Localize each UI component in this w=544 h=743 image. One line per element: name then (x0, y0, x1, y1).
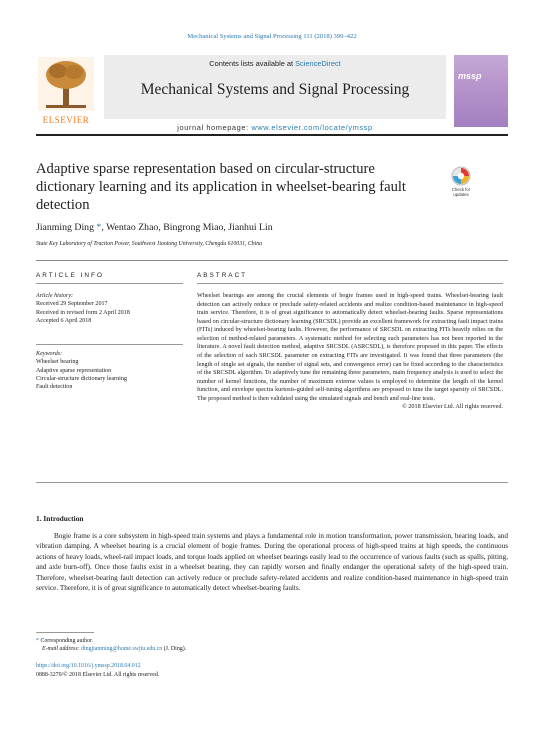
keywords (36, 350, 183, 391)
journal-masthead (36, 55, 508, 131)
author-name[interactable]: Bingrong Miao (163, 222, 224, 233)
footnote-rule (36, 632, 94, 633)
article-history (36, 292, 183, 325)
history-label: Article history: (36, 293, 74, 299)
abstract-text: Wheelset bearings are among the crucial elements of bogie frames used in high-speed trains. Wheelset-bearing fault detection can actively reduce or preclude safety-related accidents and realize condition-based maintenance in high-speed train service. Therefore, it is of great significance to automatically detect wheelset-bearing faults. Sparse representations based on circular-structure dictionary learning (SRCSDL) provide an excellent framework for extracting fault impact trains (FITs) induced by wheelset-bearing faults. However, the performance of SRCSDL on extracting FITs heavily relies on the selection of method-related parameters. A systematic method for selecting such parameters has not been reported in the literature. A novel fault detection method, adaptive SRCSDL (ASRCSDL), is therefore proposed in this paper. The effects of the selection of each SRCSDL parameter on extracting FITs are investigated. It was found that three parameters (the length of single set signals, the number of signal sets, and convergence error) can be fixed according to the characteristics of the SRCSDL algorithm. To adaptively tune the remaining three parameters, main frequency analysis is used to select the number of kernel functions, the number of maximum extreme values is employed to determine the length of the kernel function, and envelope spectra kurtosis-guided self-tuning algorithms are proposed to tune the target sparsity of SRCSDL. The proposed method is then validated using the simulated signals and bench and real-line tests. (197, 292, 503, 402)
issn-line: 0888-3270/© 2018 Elsevier Ltd. All rights reserved. (36, 672, 160, 678)
article-info-rule (36, 283, 183, 284)
email-label: E-mail address: (42, 646, 82, 653)
abstract-rule (197, 283, 503, 284)
footnote-mark: * (36, 638, 39, 644)
contents-line (104, 59, 446, 68)
abstract-heading: ABSTRACT (197, 272, 248, 279)
crossmark-label: Check for updates (451, 187, 471, 197)
corresponding-mark[interactable]: * (93, 222, 102, 233)
keyword: Adaptive sparse representation (36, 367, 112, 374)
tree-icon (36, 55, 96, 113)
masthead-banner (104, 55, 446, 119)
cover-label: mssp (458, 71, 482, 81)
journal-homepage (104, 123, 446, 132)
elsevier-wordmark: ELSEVIER (42, 115, 90, 125)
affiliation: State Key Laboratory of Traction Power, Southwest Jiaotong University, Chengdu 610031, China (36, 241, 263, 247)
author-name[interactable]: Jianhui Lin (228, 222, 273, 233)
email-link[interactable]: dingjianming@home.swjtu.edu.cn (81, 646, 163, 653)
journal-title: Mechanical Systems and Signal Processing (140, 81, 410, 98)
author-list: Jianming Ding *, Wentao Zhao, Bingrong Miao, Jianhui Lin (36, 222, 273, 233)
crossmark-badge[interactable] (448, 166, 474, 200)
journal-cover-thumbnail[interactable] (454, 55, 508, 127)
sciencedirect-link[interactable]: ScienceDirect (295, 59, 341, 68)
corresponding-label: Corresponding author. (40, 638, 94, 644)
contents-prefix: Contents lists available at (209, 59, 296, 68)
author-name[interactable]: Wentao Zhao (106, 222, 159, 233)
abstract-body (197, 292, 503, 412)
introduction-paragraph: Bogie frame is a core subsystem in high-speed train systems and plays a fundamental role in motion transformation, power transmission, bearing loads, and vibration damping. A wheelset bearing is a crucial element of bogie frames. During the operational process of high-speed trains at high speeds, the continuous actions of heavy loads, wheel-rail impact loads, and torque loads applied on wheelset bearings easily lead to the occurrence of various faults (such as spalls, pitting, and axle burn-off). Once those faults exist in a wheelset bearing, they can rapidly worsen and finally endanger the operational safety of the high-speed train. Therefore, wheelset-bearing fault detection can actively reduce or preclude safety-related accidents and realize condition-based maintenance in high-speed train service. Therefore, it is of great significance to automatically detect wheelset-bearing faults. (36, 532, 508, 593)
keywords-rule (36, 344, 183, 345)
crossmark-icon (448, 166, 474, 186)
keywords-label: Keywords: (36, 351, 63, 357)
header-rule (36, 260, 508, 261)
footnotes (36, 637, 508, 654)
introduction-heading: 1. Introduction (36, 514, 84, 523)
elsevier-tree-logo[interactable] (36, 55, 96, 127)
front-matter-rule (36, 482, 508, 483)
homepage-prefix: journal homepage: (177, 123, 252, 132)
masthead-rule (36, 134, 508, 136)
article-info-heading: ARTICLE INFO (36, 272, 104, 279)
doi-link[interactable]: https://doi.org/10.1016/j.ymssp.2018.04.012 (36, 663, 141, 669)
email-suffix: (J. Ding). (162, 646, 187, 653)
author-name[interactable]: Jianming Ding (36, 222, 94, 233)
history-revised: Received in revised form 2 April 2018 (36, 309, 130, 316)
keyword: Wheelset bearing (36, 359, 79, 366)
email-footnote (36, 645, 508, 653)
corresponding-footnote (36, 637, 508, 645)
history-accepted: Accepted 6 April 2018 (36, 317, 92, 324)
keyword: Circular-structure dictionary learning (36, 375, 127, 382)
article-title: Adaptive sparse representation based on circular-structure dictionary learning and its application in wheelset-bearing fault detection (36, 161, 406, 213)
keyword: Fault detection (36, 384, 73, 391)
running-head[interactable]: Mechanical Systems and Signal Processing 111 (2018) 399–422 (187, 33, 357, 40)
abstract-copyright: © 2018 Elsevier Ltd. All rights reserved. (402, 403, 503, 411)
history-received: Received 29 September 2017 (36, 301, 108, 308)
homepage-link[interactable]: www.elsevier.com/locate/ymssp (251, 123, 373, 132)
